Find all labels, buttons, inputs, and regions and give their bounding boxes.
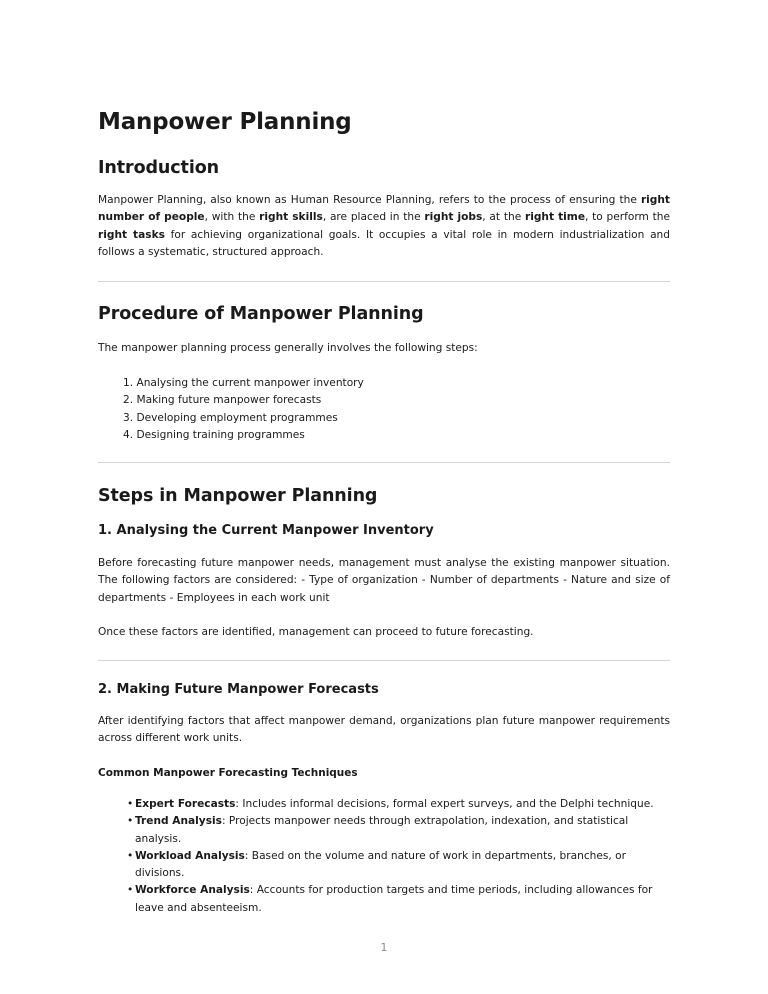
step1-heading: 1. Analysing the Current Manpower Inventory (98, 523, 434, 538)
step2-heading: 2. Making Future Manpower Forecasts (98, 682, 379, 697)
procedure-heading: Procedure of Manpower Planning (98, 304, 424, 324)
technique-item: • Workload Analysis: Based on the volume and nature of work in departments, branches, or divisions. (127, 849, 626, 880)
section-divider (98, 281, 670, 282)
bullet-icon: • (127, 815, 134, 828)
bullet-icon: • (127, 884, 134, 897)
procedure-intro: The manpower planning process generally involves the following steps: (98, 342, 478, 354)
document-title: Manpower Planning (98, 109, 352, 135)
procedure-step: 1. Analysing the current manpower inventory (123, 377, 364, 389)
section-divider (98, 462, 670, 463)
step2-paragraph: After identifying factors that affect manpower demand, organizations plan future manpower requirements across different work units. (98, 715, 670, 745)
procedure-step: 3. Developing employment programmes (123, 411, 338, 424)
procedure-steps-list (123, 375, 364, 444)
step1-conclusion: Once these factors are identified, management can proceed to future forecasting. (98, 626, 534, 638)
steps-heading: Steps in Manpower Planning (98, 486, 378, 506)
technique-item: • Expert Forecasts: Includes informal decisions, formal expert surveys, and the Delphi technique. (127, 796, 672, 813)
procedure-step: 2. Making future manpower forecasts (123, 394, 322, 407)
techniques-heading: Common Manpower Forecasting Techniques (98, 767, 358, 779)
step1-paragraph: Before forecasting future manpower needs, management must analyse the existing manpower situation. The following factors are considered: - Type of organization - Number of departments - Nature and size of departments - Employees in each work unit (98, 557, 670, 604)
introduction-paragraph: Manpower Planning, also known as Human Resource Planning, refers to the process of ensuring the right number of people, with the right skills, are placed in the right jobs, at the right time, to perform the right tasks for achieving organizational goals. It occupies a vital role in modern industrialization and follows a systematic, structured approach. (98, 194, 670, 258)
introduction-heading: Introduction (98, 158, 219, 178)
technique-item: • Trend Analysis: Projects manpower needs through extrapolation, indexation, and statistical analysis. (127, 815, 629, 845)
procedure-step: 4. Designing training programmes (123, 428, 305, 441)
page-number: 1 (380, 942, 388, 954)
bullet-icon: • (127, 798, 134, 810)
technique-item: • Workforce Analysis: Accounts for production targets and time periods, including allowances for leave and absenteeism. (127, 884, 653, 914)
techniques-list (127, 796, 672, 917)
bullet-icon: • (127, 849, 134, 862)
section-divider (98, 660, 670, 661)
